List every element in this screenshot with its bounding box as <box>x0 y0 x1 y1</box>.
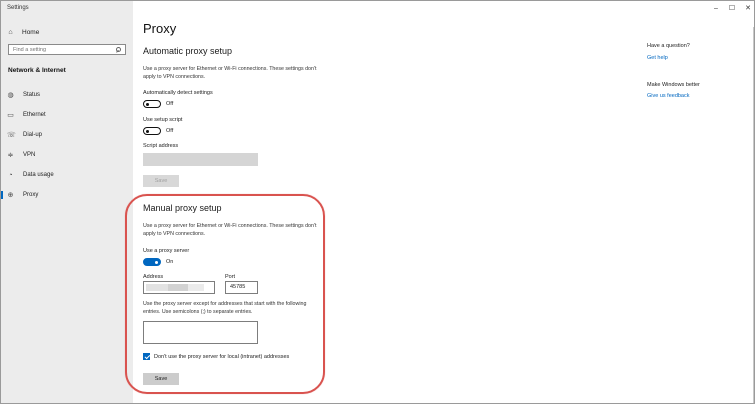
address-redacted <box>168 284 188 291</box>
script-address-input[interactable] <box>143 153 258 166</box>
sidebar-item-ethernet[interactable] <box>1 105 133 125</box>
search-input[interactable] <box>13 47 113 53</box>
manual-proxy-heading: Manual proxy setup <box>143 203 222 213</box>
auto-detect-toggle[interactable] <box>143 100 161 108</box>
close-button[interactable]: ✕ <box>745 5 751 12</box>
auto-detect-label: Automatically detect settings <box>143 90 213 96</box>
sidebar-item-label: VPN <box>23 152 36 158</box>
ethernet-monitor-icon: ▭ <box>7 111 14 119</box>
sidebar <box>1 1 133 404</box>
use-proxy-state: On <box>166 259 174 265</box>
sidebar-item-label: Dial-up <box>23 132 43 138</box>
sidebar-item-data-usage[interactable] <box>1 165 133 185</box>
local-bypass-checkbox[interactable] <box>143 353 150 360</box>
sidebar-nav <box>1 85 133 205</box>
data-usage-icon: ◔ <box>8 171 13 179</box>
port-label: Port <box>225 274 236 280</box>
minimize-button[interactable]: – <box>714 4 718 12</box>
sidebar-home[interactable] <box>7 26 39 38</box>
sidebar-item-label: Status <box>23 92 41 98</box>
sidebar-item-label: Ethernet <box>23 112 46 118</box>
setup-script-toggle[interactable] <box>143 127 161 135</box>
maximize-button[interactable]: ☐ <box>728 5 736 12</box>
local-bypass-label: Don't use the proxy server for local (intranet) addresses <box>154 354 290 360</box>
manual-save-button[interactable]: Save <box>143 373 179 385</box>
search-icon[interactable] <box>115 47 121 53</box>
setup-script-state: Off <box>166 128 174 134</box>
address-input[interactable] <box>143 281 215 294</box>
sidebar-item-label: Proxy <box>23 192 39 198</box>
get-help-link[interactable]: Get help <box>647 55 668 61</box>
home-label: Home <box>22 28 40 36</box>
status-globe-icon: ◍ <box>7 91 14 99</box>
address-redacted <box>146 284 168 291</box>
use-proxy-toggle[interactable] <box>143 258 161 266</box>
search-box[interactable] <box>8 44 126 55</box>
sidebar-section-title: Network & Internet <box>8 67 66 74</box>
dial-up-phone-icon: ☏ <box>7 131 16 139</box>
exceptions-input[interactable] <box>143 321 258 344</box>
make-windows-better-title: Make Windows better <box>647 82 700 88</box>
setup-script-label: Use setup script <box>143 117 183 123</box>
manual-proxy-description: Use a proxy server for Ethernet or Wi-Fi connections. These settings don't apply to VPN connections. <box>143 223 317 237</box>
main-content <box>133 1 755 404</box>
automatic-proxy-heading: Automatic proxy setup <box>143 46 233 56</box>
script-address-label: Script address <box>143 143 179 149</box>
sidebar-item-label: Data usage <box>23 172 54 178</box>
sidebar-item-status[interactable] <box>1 85 133 105</box>
window-controls <box>708 1 755 15</box>
automatic-save-button[interactable]: Save <box>143 175 179 187</box>
address-label: Address <box>143 274 164 280</box>
use-proxy-label: Use a proxy server <box>143 248 190 254</box>
help-question-title: Have a question? <box>647 43 690 49</box>
exceptions-description: Use the proxy server except for addresses that start with the following entries. Use semicolons (;) to separate entries. <box>143 301 307 315</box>
give-feedback-link[interactable]: Give us feedback <box>647 93 690 99</box>
page-title: Proxy <box>143 21 177 36</box>
sidebar-item-dial-up[interactable] <box>1 125 133 145</box>
app-title: Settings <box>7 5 29 11</box>
proxy-globe-icon: ⊕ <box>7 191 14 199</box>
address-redacted <box>188 284 204 291</box>
port-input[interactable]: 45785 <box>225 281 258 294</box>
vpn-icon: ≑ <box>7 151 14 159</box>
auto-detect-state: Off <box>166 101 174 107</box>
automatic-proxy-description: Use a proxy server for Ethernet or Wi-Fi connections. These settings don't apply to VPN connections. <box>143 66 317 80</box>
home-icon: ⌂ <box>8 28 13 36</box>
sidebar-item-vpn[interactable] <box>1 145 133 165</box>
sidebar-item-proxy[interactable] <box>1 185 133 205</box>
